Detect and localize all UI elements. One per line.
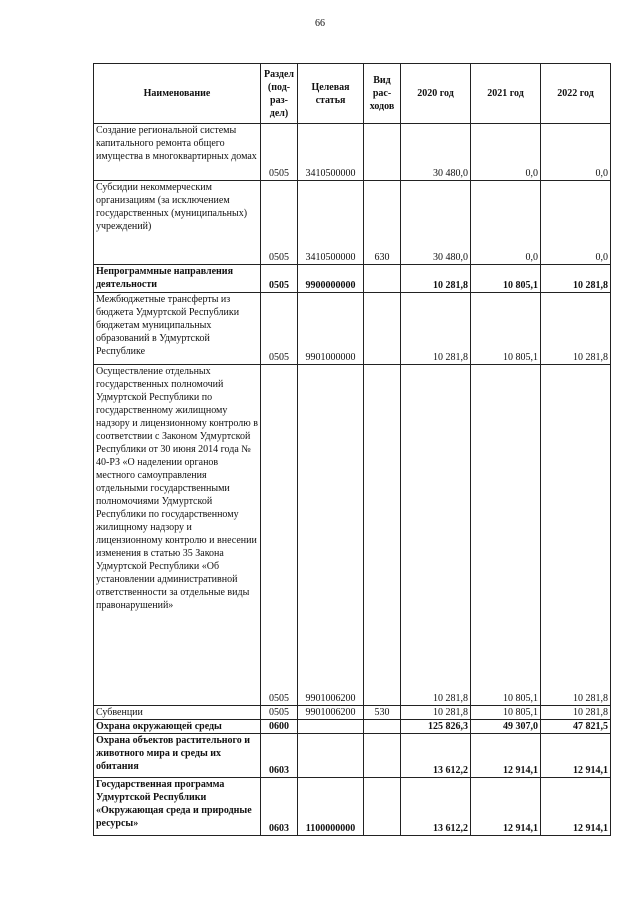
row-2022: 12 914,1 [541, 778, 611, 836]
row-statya: 9901006200 [298, 365, 364, 706]
row-2021: 0,0 [471, 181, 541, 265]
table-row [94, 734, 611, 778]
row-razdel: 0603 [261, 734, 298, 778]
row-2022: 12 914,1 [541, 734, 611, 778]
row-2021: 12 914,1 [471, 778, 541, 836]
row-name: Охрана объектов растительного и животного мира и среды их обитания [94, 734, 261, 778]
row-2022: 0,0 [541, 181, 611, 265]
row-name: Создание региональной системы капитального ремонта общего имущества в многоквартирных домах [94, 124, 261, 181]
row-name: Субсидии некоммерческим организациям (за исключением государственных (муниципальных) учреждений) [94, 181, 261, 265]
row-2020: 10 281,8 [401, 265, 471, 293]
header-2021: 2021 год [471, 64, 541, 124]
row-2020: 125 826,3 [401, 720, 471, 734]
row-razdel: 0505 [261, 265, 298, 293]
row-razdel: 0603 [261, 778, 298, 836]
row-statya: 9901006200 [298, 706, 364, 720]
header-2022: 2022 год [541, 64, 611, 124]
row-name: Осуществление отдельных государственных полномочий Удмуртской Республики по государственному жилищному надзору и лицензионному контролю в соответствии с Законом Удмуртской Республики от 30 июня 2014 года № 40-РЗ «О наделении органов местного самоуправления отдельными государственными полномочиями Удмуртской Республики по государственному жилищному надзору и лицензионному контролю и внесении изменения в статью 35 Закона Удмуртской Республики «Об установлении административной ответственности за отдельные виды правонарушений» [94, 365, 261, 706]
row-2021: 49 307,0 [471, 720, 541, 734]
row-2021: 10 805,1 [471, 293, 541, 365]
row-statya: 3410500000 [298, 124, 364, 181]
row-2021: 10 805,1 [471, 265, 541, 293]
row-2020: 13 612,2 [401, 778, 471, 836]
row-statya: 3410500000 [298, 181, 364, 265]
row-razdel: 0600 [261, 720, 298, 734]
row-2020: 10 281,8 [401, 706, 471, 720]
table-row [94, 706, 611, 720]
header-name: Наименование [94, 64, 261, 124]
row-razdel: 0505 [261, 293, 298, 365]
row-name: Непрограммные направления деятельности [94, 265, 261, 293]
row-name: Субвенции [94, 706, 261, 720]
header-2020: 2020 год [401, 64, 471, 124]
header-statya: Целевая статья [298, 64, 364, 124]
row-vid [364, 720, 401, 734]
row-2022: 10 281,8 [541, 265, 611, 293]
table-row [94, 181, 611, 265]
row-statya: 1100000000 [298, 778, 364, 836]
row-2020: 13 612,2 [401, 734, 471, 778]
row-name: Охрана окружающей среды [94, 720, 261, 734]
row-vid [364, 734, 401, 778]
row-2020: 30 480,0 [401, 124, 471, 181]
row-2022: 10 281,8 [541, 293, 611, 365]
row-name: Государственная программа Удмуртской Республики «Окружающая среда и природные ресурсы» [94, 778, 261, 836]
row-vid [364, 265, 401, 293]
row-2022: 10 281,8 [541, 706, 611, 720]
page-number: 66 [315, 18, 325, 29]
row-name: Межбюджетные трансферты из бюджета Удмуртской Республики бюджетам муниципальных образований в Удмуртской Республике [94, 293, 261, 365]
header-razdel: Раздел (под-раз-дел) [261, 64, 298, 124]
row-2022: 10 281,8 [541, 365, 611, 706]
row-statya: 9901000000 [298, 293, 364, 365]
row-vid [364, 778, 401, 836]
row-statya [298, 734, 364, 778]
row-2020: 30 480,0 [401, 181, 471, 265]
table-row [94, 124, 611, 181]
budget-table [93, 63, 611, 836]
row-razdel: 0505 [261, 706, 298, 720]
row-vid: 530 [364, 706, 401, 720]
row-vid [364, 293, 401, 365]
row-2022: 47 821,5 [541, 720, 611, 734]
row-statya [298, 720, 364, 734]
table-row [94, 293, 611, 365]
row-2021: 10 805,1 [471, 706, 541, 720]
row-vid: 630 [364, 181, 401, 265]
row-2022: 0,0 [541, 124, 611, 181]
row-2020: 10 281,8 [401, 365, 471, 706]
row-razdel: 0505 [261, 365, 298, 706]
row-2021: 0,0 [471, 124, 541, 181]
row-statya: 9900000000 [298, 265, 364, 293]
table-row [94, 265, 611, 293]
row-vid [364, 124, 401, 181]
table-row [94, 720, 611, 734]
row-vid [364, 365, 401, 706]
header-row [94, 64, 611, 124]
header-vid: Вид рас-ходов [364, 64, 401, 124]
table-row [94, 778, 611, 836]
row-2021: 12 914,1 [471, 734, 541, 778]
row-2020: 10 281,8 [401, 293, 471, 365]
row-razdel: 0505 [261, 181, 298, 265]
table-row [94, 365, 611, 706]
row-2021: 10 805,1 [471, 365, 541, 706]
row-razdel: 0505 [261, 124, 298, 181]
